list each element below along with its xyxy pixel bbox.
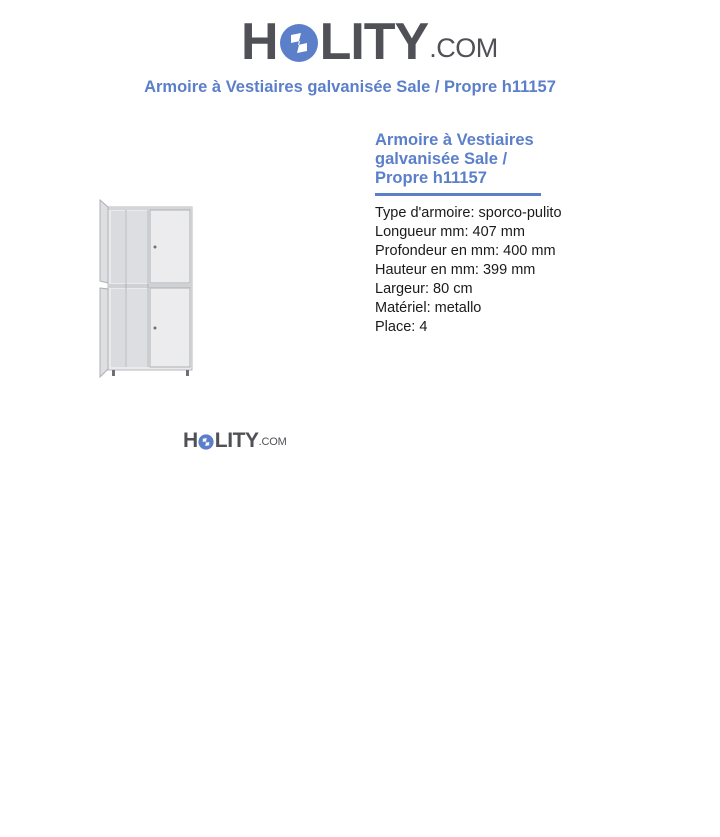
spec-item: Type d'armoire: sporco-pulito (375, 205, 562, 221)
spec-item: Profondeur en mm: 400 mm (375, 243, 556, 259)
page-title: Armoire à Vestiaires galvanisée Sale / Propre h11157 (144, 78, 556, 96)
logo-lity: LITY (319, 13, 429, 71)
spec-list (375, 204, 562, 337)
spec-item: Matériel: metallo (375, 300, 482, 316)
spec-item: Hauteur en mm: 399 mm (375, 262, 536, 278)
logo-domain: .COM (429, 33, 498, 63)
title-underline (375, 193, 541, 196)
spec-item: Place: 4 (375, 319, 428, 335)
holity-o-icon (279, 23, 319, 63)
product-title (375, 131, 550, 188)
logo-small-h: H (183, 429, 198, 452)
product-title-line-3: Propre h11157 (375, 169, 487, 187)
spec-item: Largeur: 80 cm (375, 281, 473, 297)
logo-h: H (241, 13, 278, 71)
logo-small-domain: .COM (258, 436, 287, 448)
product-image[interactable] (96, 195, 198, 380)
logo-small-wordmark (183, 430, 259, 452)
product-title-line-1: Armoire à Vestiaires (375, 131, 534, 149)
holity-logo[interactable] (241, 10, 498, 70)
logo-wordmark (241, 14, 428, 70)
logo-small-lity: LITY (214, 429, 259, 452)
spec-item: Longueur mm: 407 mm (375, 224, 525, 240)
product-title-line-2: galvanisée Sale / (375, 150, 508, 168)
holity-logo-small (183, 428, 287, 452)
holity-o-icon-small (198, 434, 214, 450)
